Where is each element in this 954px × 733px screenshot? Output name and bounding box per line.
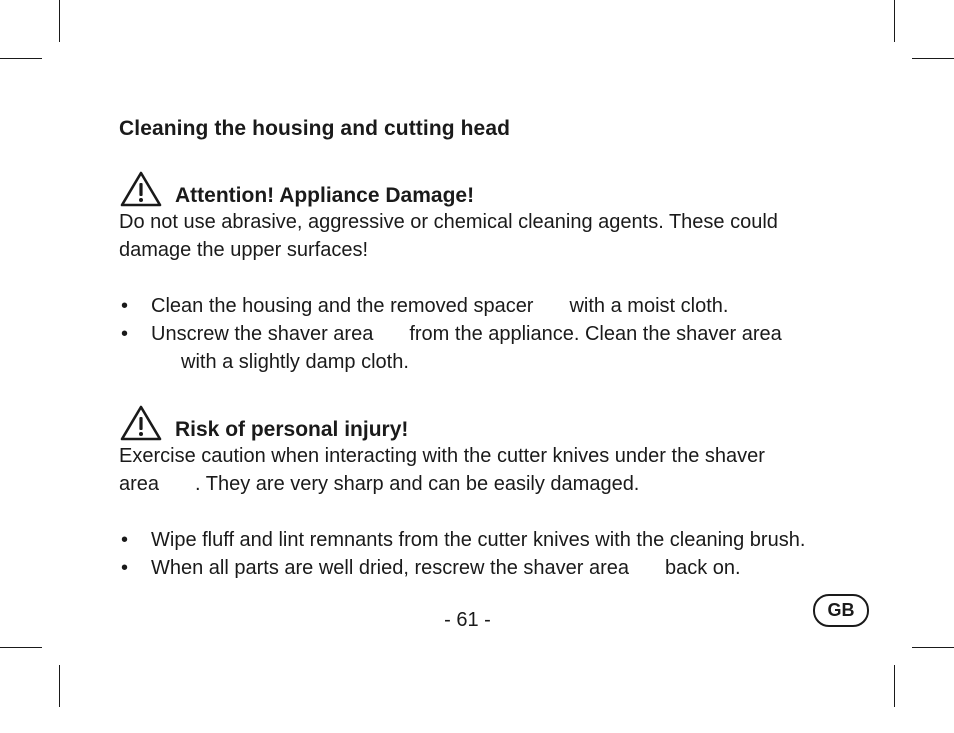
language-badge: GB <box>813 594 869 627</box>
warning-triangle-icon <box>119 170 163 208</box>
warning-triangle-icon <box>119 404 163 442</box>
section-title: Cleaning the housing and cutting head <box>119 117 511 140</box>
crop-mark <box>59 0 60 42</box>
bullet: • <box>121 557 129 579</box>
list-item: • When all parts are well dried, rescrew the shaver area back on. <box>119 554 839 582</box>
warning-text: Exercise caution when interacting with the cutter knives under the shaver area . They are very sharp and can be easily damaged. <box>119 445 765 495</box>
list-item: • Unscrew the shaver area from the appliance. Clean the shaver area with a slightly damp cloth. <box>119 320 839 376</box>
crop-mark <box>0 58 42 59</box>
crop-mark <box>894 665 895 707</box>
crop-mark <box>59 665 60 707</box>
cleaning-steps-list <box>119 526 839 582</box>
warning-text: Do not use abrasive, aggressive or chemical cleaning agents. These could damage the upper surfaces! <box>119 211 778 261</box>
crop-mark <box>0 647 42 648</box>
list-item: • Wipe fluff and lint remnants from the cutter knives with the cleaning brush. <box>119 526 839 554</box>
warning-title: Attention! Appliance Damage! <box>175 184 475 207</box>
crop-mark <box>912 58 954 59</box>
bullet: • <box>121 529 129 551</box>
warning-header-appliance-damage <box>119 166 839 208</box>
bullet: • <box>121 323 129 345</box>
warning-title: Risk of personal injury! <box>175 418 409 441</box>
crop-mark <box>912 647 954 648</box>
bullet: • <box>121 295 129 317</box>
list-item: • Clean the housing and the removed spacer with a moist cloth. <box>119 292 839 320</box>
crop-mark <box>894 0 895 42</box>
warning-header-personal-injury <box>119 400 839 442</box>
cleaning-steps-list <box>119 292 839 376</box>
page-number: - 61 - <box>444 609 491 631</box>
page-content <box>119 114 839 582</box>
